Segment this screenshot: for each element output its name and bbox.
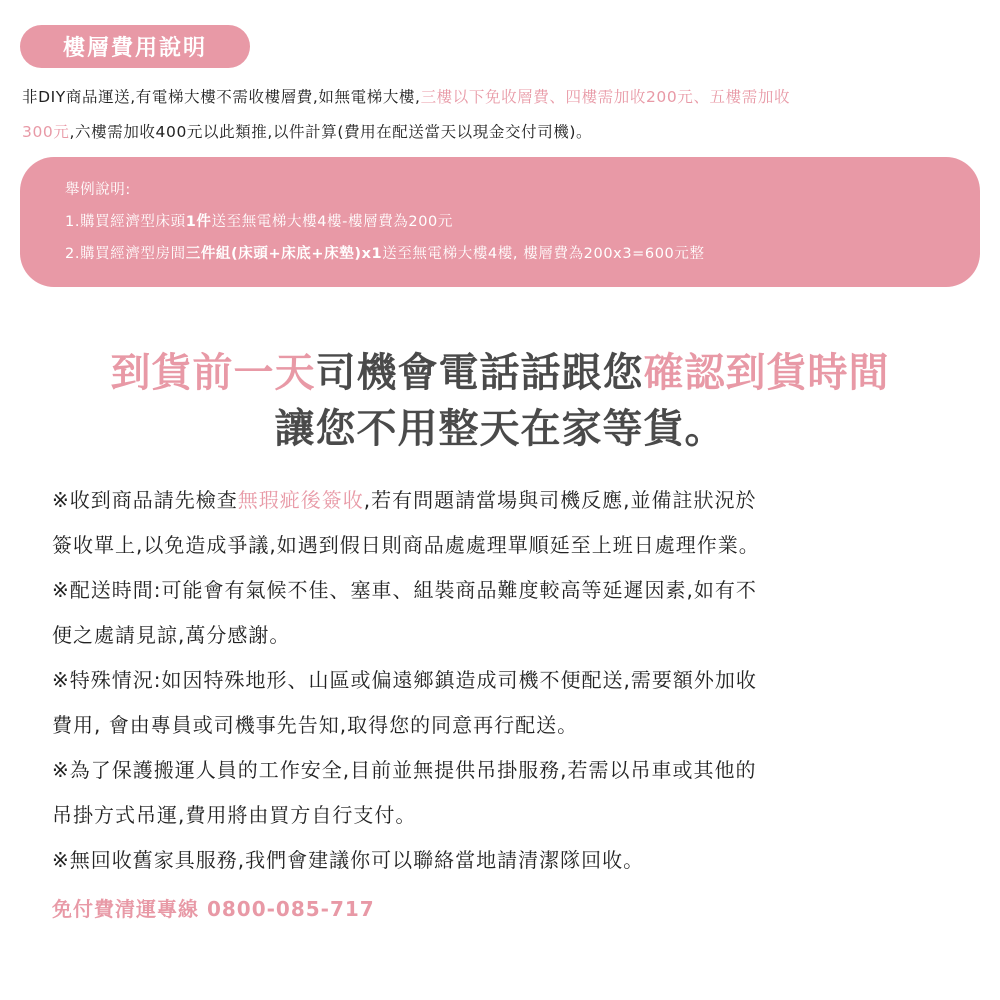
free-hotline: 免付費清運專線 0800-085-717: [52, 897, 375, 921]
intro-highlight-300: 300元: [22, 123, 70, 141]
example-panel: [20, 157, 980, 287]
example-heading: 舉例說明:: [65, 182, 131, 198]
note-text: ,若有問題請當場與司機反應,並備註狀況於: [363, 488, 757, 512]
intro-text: 非DIY商品運送,有電梯大樓不需收樓層費,如無電梯大樓,: [22, 88, 421, 106]
note-text: ※收到商品請先檢查: [52, 488, 238, 512]
delivery-headline: [0, 345, 1000, 457]
note-4-line-1: ※為了保護搬運人員的工作安全,目前並無提供吊掛服務,若需以吊車或其他的: [52, 758, 757, 782]
example-item-2-suffix: 送至無電梯大樓4樓, 樓層費為200x3=600元整: [382, 246, 705, 262]
intro-highlight-fee-rules: 三樓以下免收層費、四樓需加收200元、五樓需加收: [420, 88, 791, 106]
delivery-notes: [52, 478, 972, 883]
example-item-2: [65, 238, 705, 270]
note-3-line-2: 費用, 會由專員或司機事先告知,取得您的同意再行配送。: [52, 713, 579, 737]
note-2-line-1: ※配送時間:可能會有氣候不佳、塞車、組裝商品難度較高等延遲因素,如有不: [52, 578, 757, 602]
example-item-1-suffix: 送至無電梯大樓4樓-樓層費為200元: [211, 214, 453, 230]
note-2-line-2: 便之處請見諒,萬分感謝。: [52, 623, 291, 647]
headline-line-1: [0, 345, 1000, 401]
note-1-line-2: 簽收單上,以免造成爭議,如遇到假日則商品處處理單順延至上班日處理作業。: [52, 533, 760, 557]
floor-fee-description: [22, 80, 992, 150]
section-title: 樓層費用說明: [62, 36, 207, 61]
example-item-2-prefix: 2.購買經濟型房間: [65, 246, 186, 262]
note-3-line-1: ※特殊情況:如因特殊地形、山區或偏遠鄉鎮造成司機不便配送,需要額外加收: [52, 668, 757, 692]
headline-highlight-confirm-time: 確認到貨時間: [643, 350, 890, 396]
headline-line-2: 讓您不用整天在家等貨。: [274, 406, 726, 452]
intro-line-1: [22, 80, 992, 115]
example-item-1-bold: 1件: [185, 214, 212, 230]
intro-line-2: [22, 115, 992, 150]
note-5: ※無回收舊家具服務,我們會建議你可以聯絡當地請清潔隊回收。: [52, 848, 645, 872]
note-4-line-2: 吊掛方式吊運,費用將由買方自行支付。: [52, 803, 417, 827]
example-item-1: [65, 206, 705, 238]
note-1-line-1: [52, 478, 972, 523]
headline-text: 司機會電話話跟您: [315, 350, 644, 396]
section-title-pill: [20, 25, 250, 68]
intro-text: ,六樓需加收400元以此類推,以件計算(費用在配送當天以現金交付司機)。: [69, 123, 593, 141]
example-item-1-prefix: 1.購買經濟型床頭: [65, 214, 186, 230]
headline-highlight-day-before: 到貨前一天: [110, 350, 316, 396]
note-highlight-sign: 無瑕疵後簽收: [237, 488, 364, 512]
example-item-2-bold: 三件組(床頭+床底+床墊)x1: [185, 246, 383, 262]
